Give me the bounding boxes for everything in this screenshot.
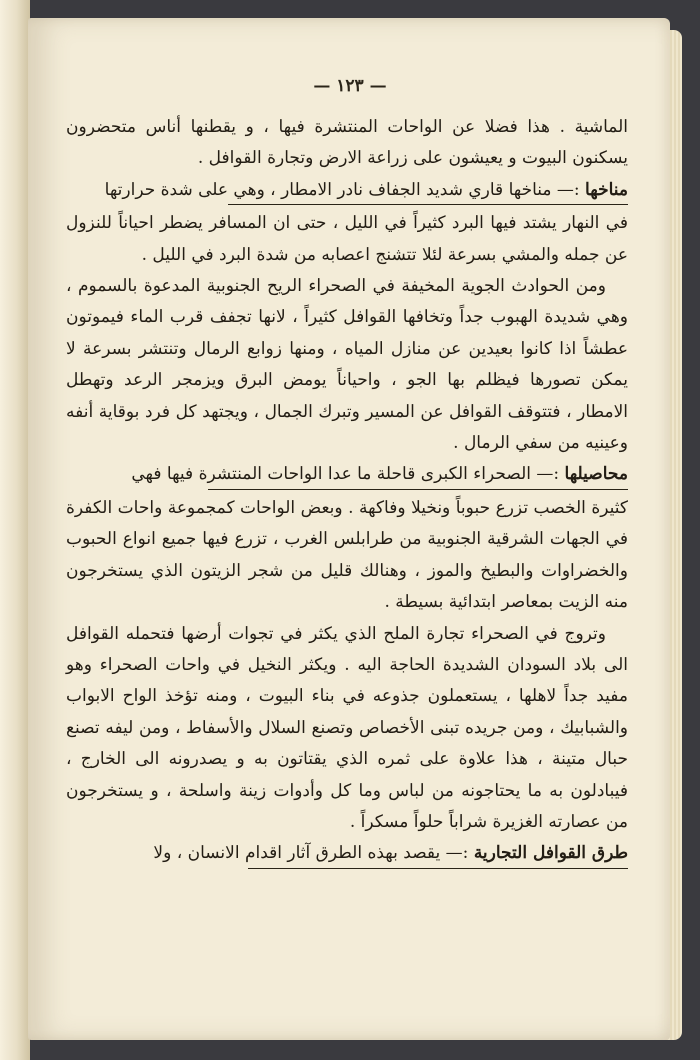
paragraph: في النهار يشتد فيها البرد كثيراً في الليل ، حتى ان المسافر يضطر احياناً للنزول عن جمله والمشي بسرعة لئلا تتشنج اعصابه من شدة البرد في الليل . — [66, 213, 628, 265]
paragraph: ومن الحوادث الجوية المخيفة في الصحراء الريح الجنوبية المدعوة بالسموم ، وهي شديدة الهبوب جداً وتخافها القوافل كثيراً ، لانها تجفف قرب الماء فيموتون عطشاً اذا كانوا بعيدين عن منازل المياه ، ومنها زوابع الرمال وتنتشر بسرعة لا يمكن تصورها فيظلم بها الجو ، واحياناً يومض البرق ويزمجر الرعد وتهطل الامطار ، فتتوقف القوافل عن المسير وتبرك الجمال ، ويجتهد كل فرد بوقاية أنفه وعينيه من سفي الرمال . — [66, 276, 628, 454]
section-heading-products: محاصيلها — [564, 464, 628, 485]
page-number: — ١٢٣ — — [313, 76, 387, 96]
products-line — [66, 459, 628, 490]
trade-routes-line — [66, 838, 628, 869]
paragraph: الماشية . هذا فضلا عن الواحات المنتشرة فيها ، و يقطنها أناس متحضرون يسكنون البيوت و يعيشون على زراعة الارض وتجارة القوافل . — [66, 117, 628, 169]
section-heading-climate: مناخها — [585, 179, 628, 200]
trade-routes-intro: :— يقصد بهذه الطرق آثار اقدام الانسان ، ولا — [153, 843, 469, 864]
climate-intro: :— مناخها قاري شديد الجفاف نادر الامطار ، وهي على شدة حرارتها — [104, 179, 580, 200]
page-text — [66, 112, 628, 872]
book-spine — [0, 0, 30, 1060]
climate-line — [66, 175, 628, 206]
paragraph: كثيرة الخصب تزرع حبوباً ونخيلا وفاكهة . وبعض الواحات كمجموعة واحات الكفرة في الجهات الشرقية الجنوبية من طرابلس الغرب ، تزرع فيها جميع انواع الحبوب والخضراوات والبطيخ والموز ، وهنالك قليل من شجر الزيتون الذي يستخرجون منه الزيت بمعاصر ابتدائية بسيطة . — [66, 497, 628, 613]
paragraph: وتروج في الصحراء تجارة الملح الذي يكثر في تجوات أرضها فتحمله القوافل الى بلاد السودان الشديدة الحاجة اليه . ويكثر النخيل في واحات الصحراء وهو مفيد جداً لاهلها ، يستعملون جذوعه في بناء البيوت ، ومنه تؤخذ الواح الابواب والشبابيك ، ومن جريده تبنى الأخصاص وتصنع السلال والأسفاط ، ومن ليفه تصنع حبال متينة ، هذا علاوة على ثمره الذي يقتاتون به و يصدرونه الى الخارج ، فيبادلون به ما يحتاجونه من لباس وما كل وأدوات زينة واسلحة ، و يستخرجون من عصارته الغزيرة شراباً حلواً مسكراً . — [66, 623, 628, 832]
section-heading-trade-routes: طرق القوافل التجارية — [473, 843, 628, 864]
products-intro: :— الصحراء الكبرى قاحلة ما عدا الواحات المنتشرة فيها فهي — [131, 464, 560, 485]
